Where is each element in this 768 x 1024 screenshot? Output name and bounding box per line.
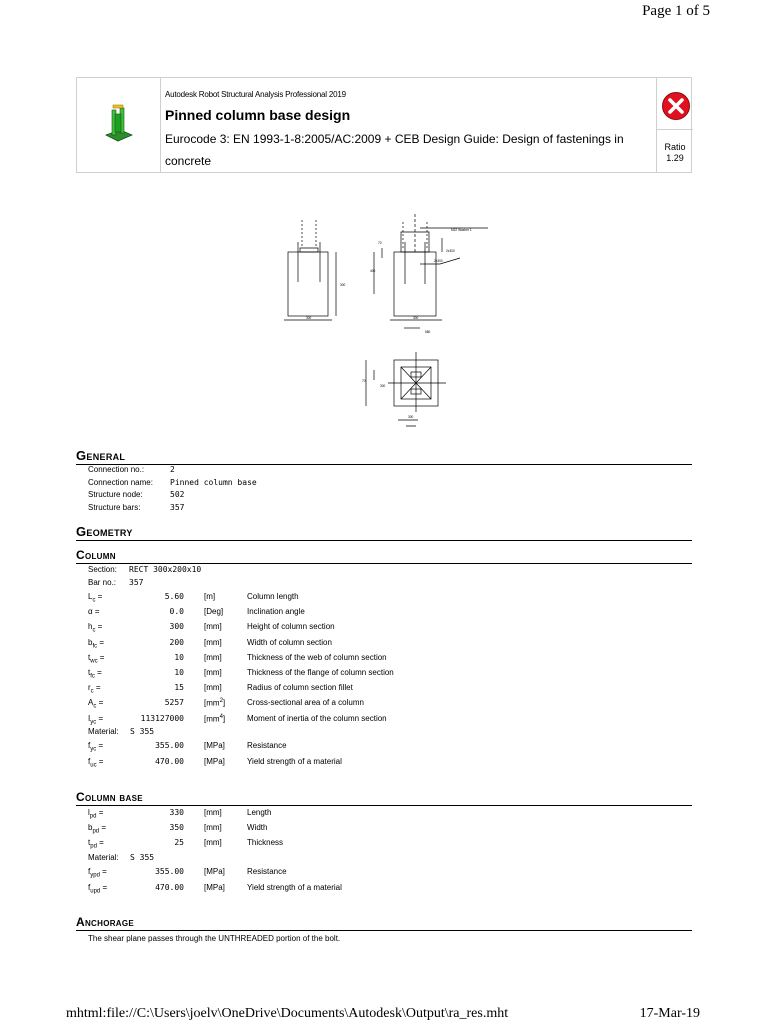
- param-symbol: $L_c$ =: [88, 592, 103, 604]
- param-description: Yield strength of a material: [247, 882, 342, 892]
- footer-path: mhtml:file://C:\Users\joelv\OneDrive\Documents\Autodesk\Output\ra_res.mht: [66, 1006, 509, 1021]
- param-unit: [204, 883, 225, 892]
- param-symbol: $b_{pd}$ =: [88, 823, 107, 835]
- unit-text: [mm]: [204, 652, 222, 662]
- param-unit: [204, 838, 222, 847]
- param-value: 15: [174, 683, 184, 693]
- drawing-label: 300: [408, 415, 414, 419]
- symbol-sub: uc: [90, 762, 97, 769]
- param-unit: [204, 741, 225, 750]
- section-value: RECT 300x200x10: [129, 565, 202, 574]
- bar-value: 357: [129, 578, 144, 587]
- symbol-sub: upd: [90, 888, 101, 895]
- param-symbol: $t_{wc}$ =: [88, 652, 105, 665]
- param-description: Radius of column section fillet: [247, 683, 353, 693]
- symbol-sub: yc: [90, 719, 97, 726]
- param-unit: [204, 638, 222, 647]
- param-symbol: $h_c$ =: [88, 622, 103, 634]
- param-symbol: $f_{upd}$ =: [88, 882, 108, 895]
- param-value: 350: [169, 823, 184, 833]
- unit-sup: 4: [219, 713, 223, 720]
- symbol-sub: pd: [89, 813, 97, 820]
- field-value: 2: [170, 465, 175, 474]
- param-unit: [204, 867, 225, 876]
- section-heading-column: Column: [76, 548, 692, 564]
- param-unit: [204, 622, 222, 631]
- param-value: 10: [174, 652, 184, 662]
- field-label: Structure bars:: [88, 502, 141, 512]
- field-label: Connection name:: [88, 477, 153, 487]
- unit-text: [MPa]: [204, 882, 225, 892]
- symbol-sub: fc: [90, 673, 95, 680]
- param-unit: [204, 683, 222, 692]
- param-symbol: $f_{uc}$ =: [88, 756, 104, 769]
- param-unit: $[mm^2]$: [204, 698, 226, 709]
- unit-sup: 2: [219, 698, 223, 705]
- ratio-label: Ratio: [664, 142, 686, 152]
- param-unit: [204, 668, 222, 677]
- symbol-main: l: [88, 808, 90, 817]
- param-unit: [204, 823, 222, 832]
- error-x-icon: [661, 91, 691, 121]
- symbol-sub: yc: [90, 746, 97, 753]
- symbol-main: α: [88, 607, 93, 617]
- page-number: Page 1 of 5: [642, 3, 710, 19]
- param-description: Width of column section: [247, 637, 332, 647]
- drawing-label: 70: [362, 379, 366, 383]
- param-unit: $[mm^4]$: [204, 713, 226, 724]
- symbol-main: I: [88, 713, 91, 723]
- column-base-drawing: [270, 212, 500, 444]
- unit-text: [mm]: [204, 683, 222, 693]
- unit-text: [mm]: [204, 637, 222, 647]
- param-unit: [204, 607, 223, 616]
- param-value: 470.00: [155, 882, 184, 892]
- material-value: S 355: [130, 727, 155, 736]
- drawing-label: M22 Washer 1: [451, 228, 472, 232]
- param-symbol: $l_{pd}$ =: [88, 808, 104, 820]
- section-heading-column-base: Column base: [76, 790, 692, 806]
- symbol-main: t: [88, 668, 91, 677]
- param-description: Thickness: [247, 838, 284, 848]
- param-symbol: $t_{fc}$ =: [88, 668, 102, 680]
- param-unit: [204, 653, 222, 662]
- column-base-icon: [104, 104, 134, 144]
- field-value: 357: [170, 502, 185, 512]
- param-symbol: α =: [88, 607, 100, 617]
- symbol-sub: wc: [90, 658, 98, 665]
- symbol-sub: c: [92, 627, 96, 634]
- section-heading-geometry: Geometry: [76, 524, 692, 541]
- symbol-main: f: [88, 756, 91, 766]
- symbol-main: b: [88, 823, 93, 833]
- drawing-label: 300: [340, 283, 346, 287]
- param-symbol: $f_{yc}$ =: [88, 741, 104, 753]
- param-description: Resistance: [247, 741, 287, 750]
- symbol-main: f: [88, 741, 91, 750]
- section-heading-anchorage: Anchorage: [76, 915, 692, 931]
- design-code: Eurocode 3: EN 1993-1-8:2005/AC:2009 + CEB Design Guide: Design of fastenings in concrete: [165, 132, 624, 168]
- symbol-sub: c: [93, 703, 97, 710]
- symbol-main: L: [88, 592, 93, 601]
- param-description: Thickness of the flange of column section: [247, 668, 394, 677]
- drawing-label: 400: [370, 269, 376, 273]
- unit-text: [mm]: [204, 838, 222, 848]
- param-description: Yield strength of a material: [247, 756, 342, 766]
- bar-label: Bar no.:: [88, 578, 117, 587]
- symbol-main: t: [88, 652, 91, 662]
- material-label: Material:: [88, 727, 119, 736]
- param-value: 300: [169, 622, 184, 632]
- drawing-label: 2x300: [434, 259, 443, 263]
- symbol-sub: c: [90, 688, 94, 695]
- unit-text: [MPa]: [204, 756, 225, 766]
- param-value: 5257: [164, 698, 184, 708]
- param-description: Height of column section: [247, 622, 335, 632]
- anchorage-note: The shear plane passes through the UNTHREADED portion of the bolt.: [88, 934, 341, 943]
- symbol-sub: c: [92, 597, 96, 604]
- symbol-main: f: [88, 882, 91, 892]
- param-description: Thickness of the web of column section: [247, 652, 387, 662]
- drawing-label: 2x300: [446, 249, 455, 253]
- unit-text: [mm: [204, 699, 220, 709]
- material-value: S 355: [130, 853, 155, 862]
- drawing-label: 300: [413, 316, 419, 320]
- symbol-sub: pd: [90, 843, 97, 850]
- param-unit: [204, 757, 225, 766]
- param-value: 0.0: [169, 607, 184, 617]
- drawing-label: 70: [378, 241, 382, 245]
- param-unit: [204, 592, 215, 601]
- section-heading-general: General: [76, 448, 692, 465]
- param-unit: [204, 808, 222, 817]
- unit-text: [Deg]: [204, 607, 224, 617]
- drawing-label: 300: [306, 316, 312, 320]
- unit-text: [mm: [204, 714, 220, 724]
- drawing-label: 300: [380, 384, 386, 388]
- symbol-sub: fc: [92, 643, 98, 650]
- unit-text: [MPa]: [204, 741, 225, 750]
- unit-text: [MPa]: [204, 867, 225, 876]
- param-value: 200: [169, 637, 184, 647]
- param-description: Inclination angle: [247, 607, 305, 617]
- param-description: Length: [247, 808, 272, 817]
- symbol-main: r: [88, 683, 91, 693]
- material-label: Material:: [88, 853, 119, 862]
- param-value: 113127000: [140, 713, 184, 723]
- field-value: Pinned column base: [170, 477, 257, 487]
- symbol-main: h: [88, 622, 93, 632]
- symbol-sub: pd: [92, 828, 100, 835]
- symbol-main: b: [88, 637, 93, 647]
- software-name: Autodesk Robot Structural Analysis Professional 2019: [165, 90, 346, 99]
- unit-text: [mm]: [204, 823, 222, 833]
- unit-text: [mm]: [204, 622, 222, 632]
- param-value: 470.00: [155, 756, 184, 766]
- field-value: 502: [170, 490, 185, 499]
- page-title: Pinned column base design: [165, 107, 351, 123]
- param-description: Moment of inertia of the column section: [247, 713, 387, 723]
- param-value: 330: [169, 808, 184, 817]
- symbol-main: t: [88, 838, 91, 848]
- param-symbol: $t_{pd}$ =: [88, 838, 104, 850]
- unit-text: [mm]: [204, 668, 222, 677]
- unit-text: [m]: [204, 592, 216, 601]
- param-symbol: $b_{fc}$ =: [88, 637, 105, 650]
- param-value: 10: [174, 668, 184, 677]
- symbol-main: A: [88, 698, 94, 708]
- param-value: 5.60: [164, 592, 184, 601]
- param-value: 355.00: [155, 867, 184, 876]
- ratio-value: 1.29: [666, 153, 684, 163]
- param-symbol: $r_c$ =: [88, 683, 101, 695]
- field-label: Structure node:: [88, 490, 143, 499]
- param-symbol: $A_c$ =: [88, 698, 104, 710]
- param-description: Cross-sectional area of a column: [247, 698, 364, 708]
- report-header: [76, 77, 692, 173]
- param-description: Width: [247, 823, 268, 833]
- symbol-sub: ypd: [90, 872, 100, 879]
- footer-date: 17-Mar-19: [639, 1006, 700, 1021]
- symbol-main: f: [88, 867, 91, 876]
- unit-text: [mm]: [204, 808, 222, 817]
- drawing-label: 580: [425, 330, 431, 334]
- param-value: 355.00: [155, 741, 184, 750]
- param-value: 25: [174, 838, 184, 848]
- param-symbol: $f_{ypd}$ =: [88, 867, 107, 879]
- section-label: Section:: [88, 565, 117, 574]
- param-description: Column length: [247, 592, 299, 601]
- param-description: Resistance: [247, 867, 287, 876]
- param-symbol: $I_{yc}$ =: [88, 713, 104, 726]
- field-label: Connection no.:: [88, 465, 145, 474]
